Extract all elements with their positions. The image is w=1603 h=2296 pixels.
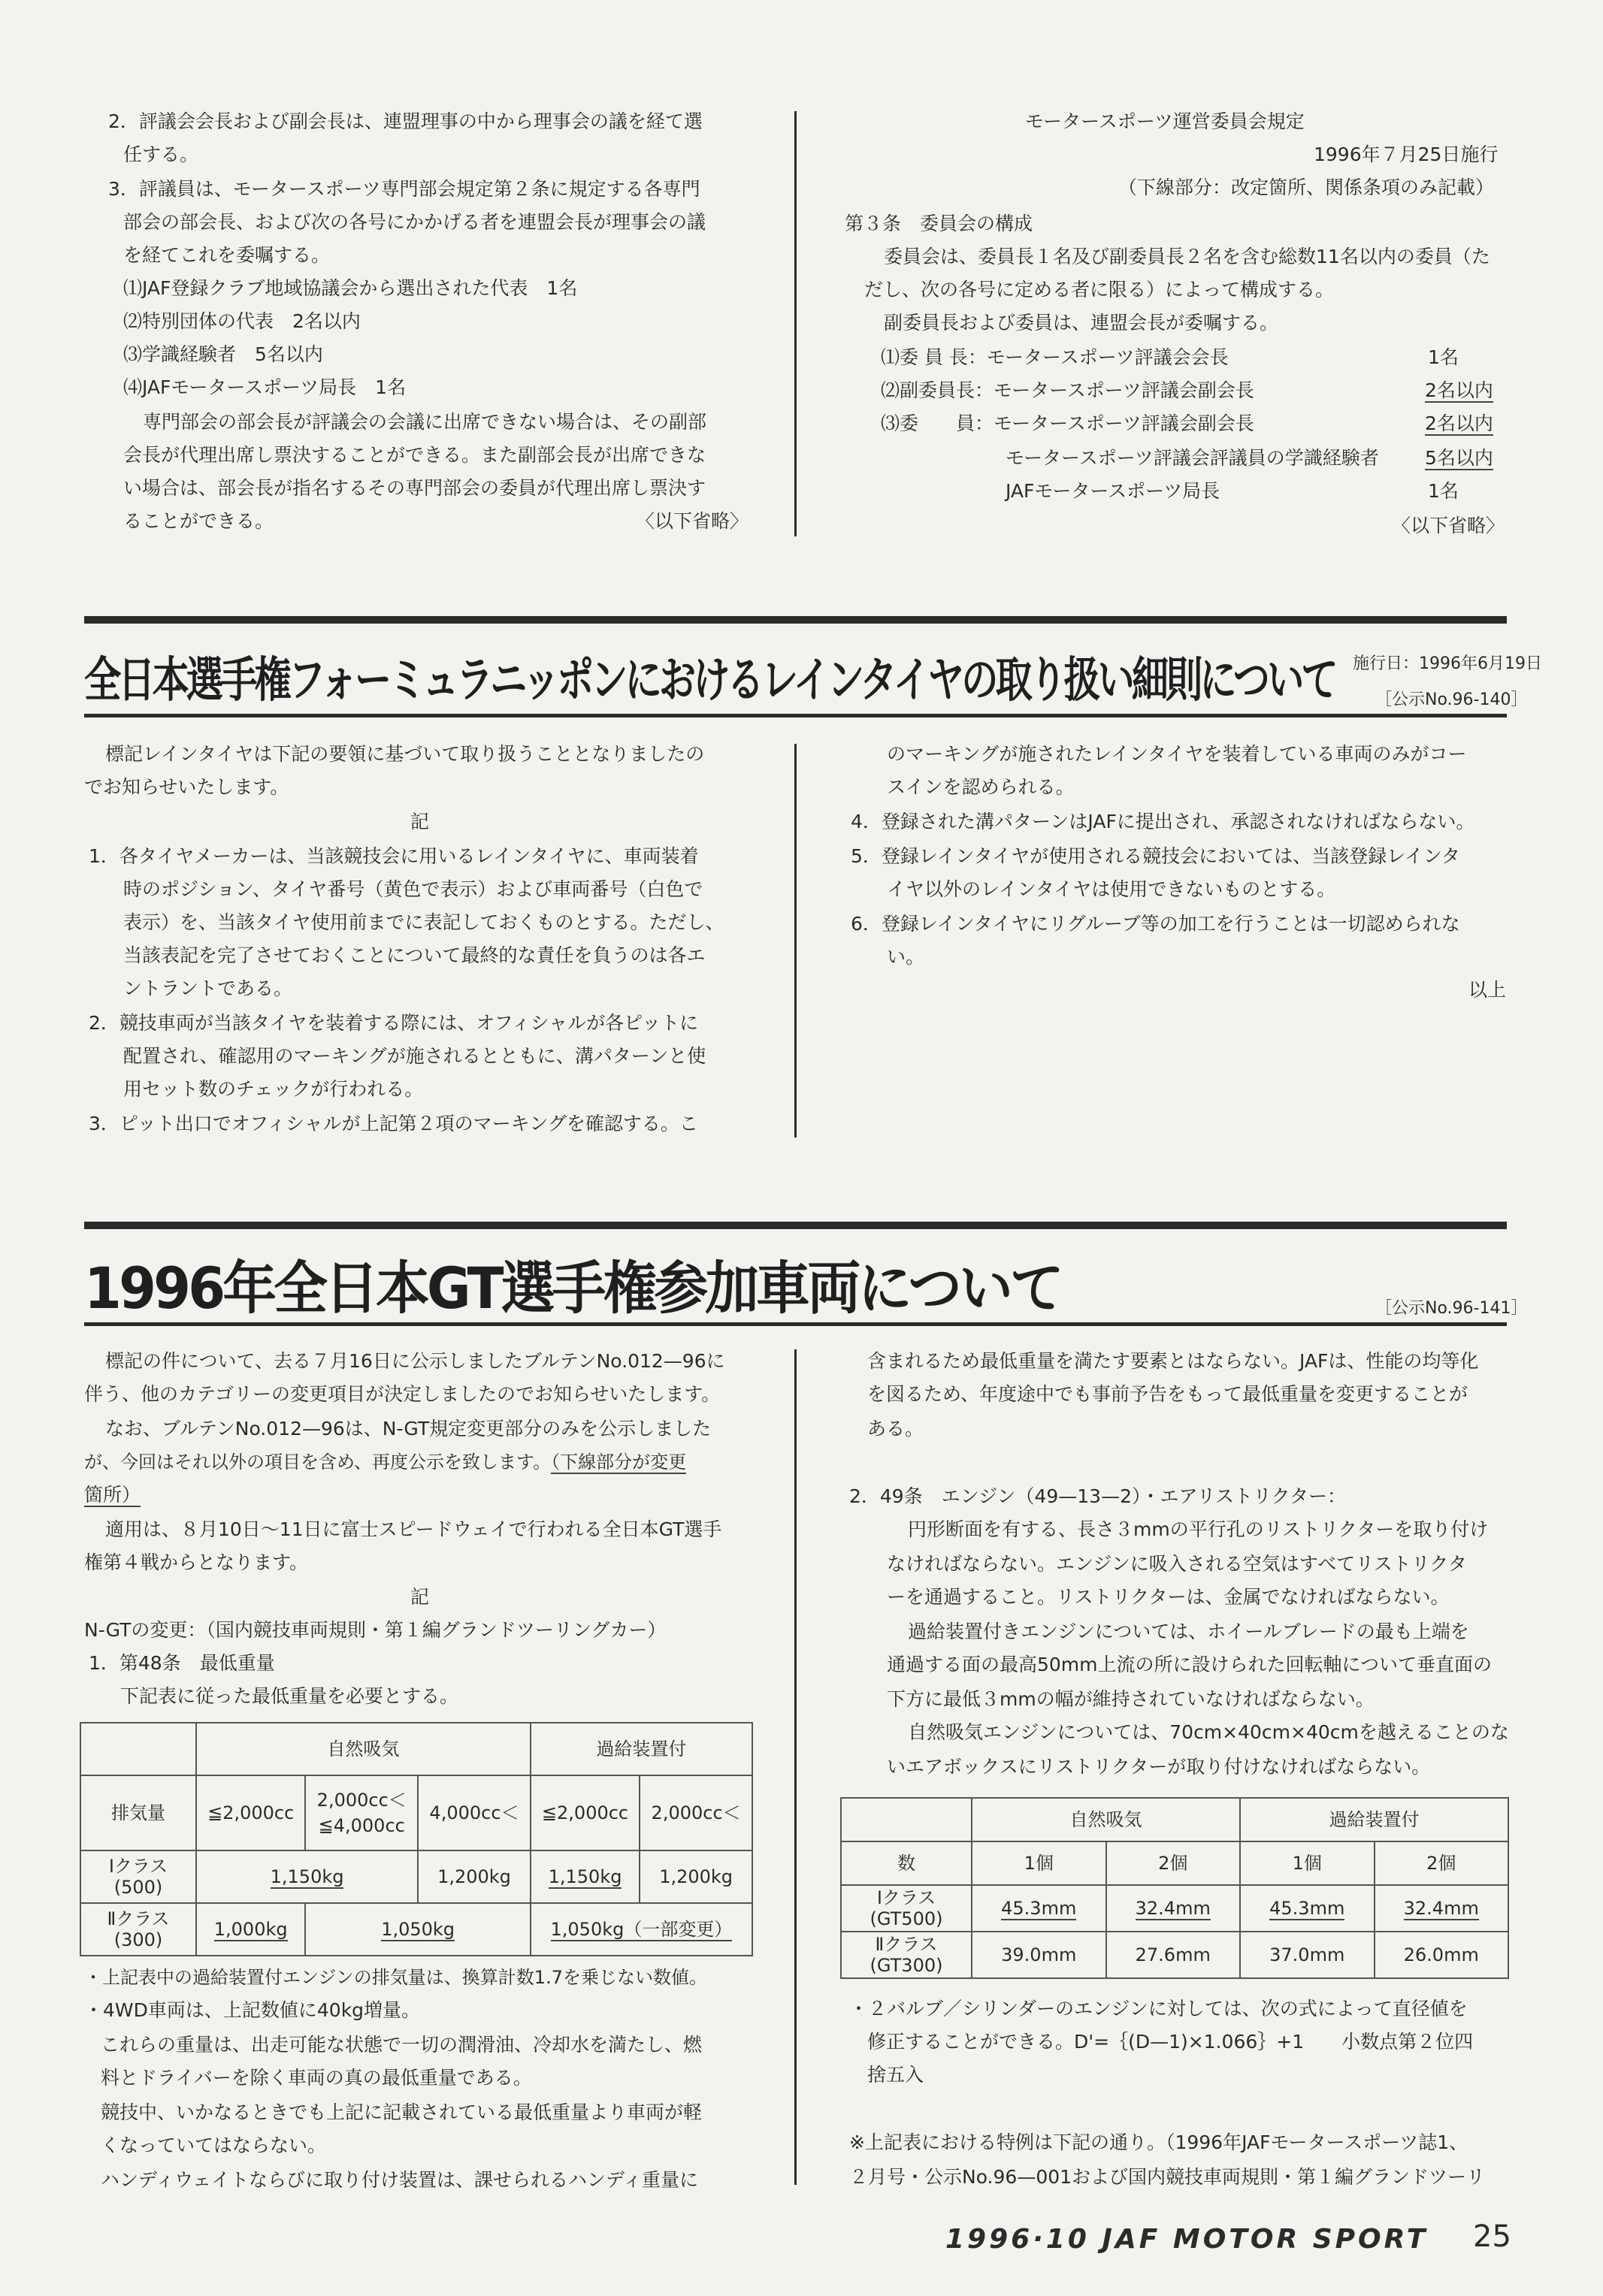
text-line: 下記表に従った最低重量を必要とする。 bbox=[120, 1685, 459, 1707]
text-line: ・上記表中の過給装置付エンジンの排気量は、換算計数1.7を乗じない数値。 bbox=[84, 1967, 707, 1988]
text-line: 自然吸気エンジンについては、70cm×40cm×40cmを越えることのな bbox=[908, 1721, 1509, 1743]
text-line: 任する。 bbox=[123, 144, 199, 165]
table-group-header: 自然吸気 bbox=[972, 1798, 1240, 1841]
text-line: 2．49条 エンジン（49—13—2）・エアリストリクター： bbox=[849, 1485, 1346, 1507]
table-header-cell: 2個 bbox=[1375, 1841, 1509, 1885]
text-line: 修正することができる。D'=｛(D—1)×1.066｝+1 小数点第２位四 bbox=[867, 2031, 1474, 2053]
text-line: いエアボックスにリストリクターが取り付けなければならない。 bbox=[887, 1756, 1431, 1778]
text-line: 4．登録された溝パターンはJAFに提出され、承認されなければならない。 bbox=[851, 811, 1475, 832]
text-line: 委員会は、委員長１名及び副委員長２名を含む総数11名以内の委員（た bbox=[884, 246, 1490, 267]
section-rule-bottom bbox=[84, 714, 1507, 718]
table-cell: 27.6mm bbox=[1106, 1932, 1241, 1978]
table-row-label: Ⅰクラス (500) bbox=[80, 1850, 196, 1903]
table-row-label: Ⅰクラス (GT500) bbox=[841, 1885, 972, 1932]
text-line: を図るため、年度途中でも事前予告をもって最低重量を変更することが bbox=[867, 1383, 1468, 1405]
section-rule-bottom bbox=[84, 1322, 1507, 1326]
enforcement-date: 施行日：1996年6月19日 bbox=[1353, 654, 1542, 673]
section-title: 1996年全日本GT選手権参加車両について bbox=[84, 1255, 1061, 1322]
column-divider bbox=[794, 111, 797, 536]
notice-number: ［公示No.96-140］ bbox=[1375, 690, 1528, 709]
text-line: イヤ以外のレインタイヤは使用できないものとする。 bbox=[887, 878, 1336, 900]
table-header-cell: 2,000cc＜ ≦4,000cc bbox=[305, 1775, 418, 1850]
table-cell: 45.3mm bbox=[972, 1885, 1106, 1932]
omitted-note: 〈以下省略〉 bbox=[1392, 515, 1505, 536]
text-line: い場合は、部会長が指名するその専門部会の委員が代理出席し票決す bbox=[123, 477, 706, 499]
omitted-note: 〈以下省略〉 bbox=[636, 510, 749, 532]
text-line: くなっていてはならない。 bbox=[101, 2134, 327, 2156]
text-line: ⑵特別団体の代表 2名以内 bbox=[123, 310, 361, 332]
page-number: 25 bbox=[1473, 2219, 1511, 2254]
member-count: 2名以内 bbox=[1425, 379, 1493, 401]
text-line: ⑷JAFモータースポーツ局長 1名 bbox=[123, 376, 407, 398]
text-line: 3．評議員は、モータースポーツ専門部会規定第２条に規定する各専門 bbox=[108, 178, 700, 200]
table-header-cell: 2,000cc＜ bbox=[640, 1775, 752, 1850]
text-line: ントラントである。 bbox=[123, 977, 293, 999]
text-line: 通過する面の最高50mm上流の所に設けられた回転軸について垂直面の bbox=[887, 1654, 1493, 1675]
column-divider bbox=[794, 744, 797, 1137]
text-line: 副委員長および委員は、連盟会長が委嘱する。 bbox=[884, 312, 1279, 334]
text-line: い。 bbox=[887, 946, 925, 968]
text-line: ハンディウェイトならびに取り付け装置は、課せられるハンディ重量に bbox=[101, 2169, 699, 2191]
text-line: スインを認められる。 bbox=[887, 776, 1075, 798]
text-line: 記 bbox=[410, 1586, 430, 1608]
text-line: 用セット数のチェックが行われる。 bbox=[123, 1078, 424, 1100]
text-line: なければならない。エンジンに吸入される空気はすべてリストリクタ bbox=[887, 1553, 1467, 1575]
member-count: 1名 bbox=[1428, 346, 1459, 368]
closing-mark: 以上 bbox=[1468, 979, 1507, 1001]
table-cell: 26.0mm bbox=[1375, 1932, 1509, 1978]
member-label: モータースポーツ評議会評議員の学識経験者 bbox=[1006, 447, 1379, 469]
text-line: 部会の部会長、および次の各号にかかげる者を連盟会長が理事会の議 bbox=[123, 211, 706, 233]
table-cell: 1,150kg bbox=[196, 1850, 418, 1903]
table-corner bbox=[80, 1723, 196, 1775]
text-line: 6．登録レインタイヤにリグルーブ等の加工を行うことは一切認められな bbox=[851, 913, 1460, 935]
text-line: 権第４戦からとなります。 bbox=[84, 1551, 309, 1573]
text-line: でお知らせいたします。 bbox=[84, 776, 289, 798]
text-line: ⑶学識経験者 5名以内 bbox=[123, 343, 323, 365]
text-line: 捨五入 bbox=[867, 2064, 924, 2086]
table-group-header: 過給装置付 bbox=[1240, 1798, 1508, 1841]
text-line: なお、ブルテンNo.012—96は、N-GT規定変更部分のみを公示しました bbox=[105, 1418, 712, 1440]
text-line: ーを通過すること。リストリクターは、金属でなければならない。 bbox=[887, 1586, 1450, 1608]
table-cell: 1,200kg bbox=[418, 1850, 531, 1903]
text-line: 円形断面を有する、長さ３mmの平行孔のリストリクターを取り付け bbox=[908, 1518, 1489, 1540]
text-line: ⑴JAF登録クラブ地域協議会から選出された代表 1名 bbox=[123, 277, 578, 299]
table-cell: 1,050kg bbox=[305, 1903, 531, 1956]
table-row-label: 排気量 bbox=[80, 1775, 196, 1850]
member-label: ⑵副委員長：モータースポーツ評議会副会長 bbox=[881, 379, 1254, 401]
regulation-date: 1996年７月25日施行 bbox=[1314, 144, 1499, 165]
table-cell: 1,200kg bbox=[640, 1850, 752, 1903]
table-header-cell: ≦2,000cc bbox=[196, 1775, 305, 1850]
text-line: 下方に最低３mmの幅が維持されていなければならない。 bbox=[887, 1688, 1375, 1710]
text-line: 過給装置付きエンジンについては、ホイールブレードの最も上端を bbox=[908, 1621, 1469, 1642]
table-cell: 32.4mm bbox=[1106, 1885, 1241, 1932]
text-line: 料とドライバーを除く車両の真の最低重量である。 bbox=[101, 2067, 532, 2089]
section-rule-top bbox=[84, 616, 1507, 624]
table-row-label: Ⅱクラス (300) bbox=[80, 1903, 196, 1956]
text-line: N-GTの変更：（国内競技車両規則・第１編グランドツーリングカー） bbox=[84, 1619, 667, 1641]
text-line: 1．第48条 最低重量 bbox=[89, 1652, 275, 1674]
member-count: 5名以内 bbox=[1425, 447, 1493, 469]
section-title: 全日本選手権フォーミュラニッポンにおけるレインタイヤの取り扱い細則について bbox=[84, 653, 1335, 708]
text-line: ることができる。 bbox=[123, 510, 274, 532]
text-line: 適用は、８月10日～11日に富士スピードウェイで行われる全日本GT選手 bbox=[105, 1518, 722, 1540]
table-cell: 1,150kg bbox=[531, 1850, 640, 1903]
table-header-cell: ≦2,000cc bbox=[531, 1775, 640, 1850]
member-label: ⑶委 員：モータースポーツ評議会副会長 bbox=[881, 412, 1254, 434]
member-count: 2名以内 bbox=[1425, 412, 1493, 434]
text-line: 2．競技車両が当該タイヤを装着する際には、オフィシャルが各ピットに bbox=[89, 1012, 699, 1034]
column-divider bbox=[794, 1349, 797, 2185]
text-line: 専門部会の部会長が評議会の会議に出席できない場合は、その副部 bbox=[143, 411, 707, 433]
text-line: 含まれるため最低重量を満たす要素とはならない。JAFは、性能の均等化 bbox=[867, 1350, 1479, 1372]
text-line: 伴う、他のカテゴリーの変更項目が決定しましたのでお知らせいたします。 bbox=[84, 1383, 721, 1405]
text-line: 競技中、いかなるときでも上記に記載されている最低重量より車両が軽 bbox=[101, 2101, 703, 2123]
text-line: 5．登録レインタイヤが使用される競技会においては、当該登録レインタ bbox=[851, 845, 1460, 867]
member-label: JAFモータースポーツ局長 bbox=[1006, 480, 1220, 502]
table-cell: 1,050kg（一部変更） bbox=[531, 1903, 752, 1956]
table-corner bbox=[841, 1798, 972, 1841]
text-line: ある。 bbox=[867, 1418, 924, 1440]
text-line: ・２バルブ／シリンダーのエンジンに対しては、次の式によって直径値を bbox=[849, 1998, 1468, 2020]
table-group-header: 過給装置付 bbox=[531, 1723, 752, 1775]
text-line: 当該表記を完了させておくことについて最終的な責任を負うのは各エ bbox=[123, 944, 706, 966]
text-line: これらの重量は、出走可能な状態で一切の潤滑油、冷却水を満たし、燃 bbox=[101, 2034, 703, 2056]
table-cell: 37.0mm bbox=[1240, 1932, 1375, 1978]
text-line: だし、次の各号に定める者に限る）によって構成する。 bbox=[864, 279, 1335, 301]
text-line: 会長が代理出席し票決することができる。また副部会長が出席できな bbox=[123, 444, 706, 466]
text-line: 標記の件について、去る７月16日に公示しましたブルテンNo.012—96に bbox=[105, 1350, 725, 1372]
article-heading: 第３条 委員会の構成 bbox=[845, 213, 1033, 234]
table-cell: 1,000kg bbox=[196, 1903, 305, 1956]
section-rule-top bbox=[84, 1222, 1507, 1229]
text-line: が、今回はそれ以外の項目を含め、再度公示を致します。（下線部分が変更 bbox=[84, 1452, 687, 1473]
table-cell: 39.0mm bbox=[972, 1932, 1106, 1978]
table-row-label: 数 bbox=[841, 1841, 972, 1885]
member-count: 1名 bbox=[1428, 480, 1459, 502]
restrictor-diameter-table bbox=[840, 1797, 1509, 1979]
table-row-label: Ⅱクラス (GT300) bbox=[841, 1932, 972, 1978]
member-label: ⑴委 員 長：モータースポーツ評議会会長 bbox=[881, 346, 1229, 368]
table-header-cell: 1個 bbox=[1240, 1841, 1375, 1885]
text-line: 表示）を、当該タイヤ使用前までに表記しておくものとする。ただし、 bbox=[123, 911, 724, 933]
text-line: ２月号・公示No.96—001および国内競技車両規則・第１編グランドツーリ bbox=[849, 2166, 1486, 2188]
table-header-cell: 1個 bbox=[972, 1841, 1106, 1885]
text-line: ・4WD車両は、上記数値に40kg増量。 bbox=[84, 1999, 421, 2021]
table-header-cell: 4,000cc＜ bbox=[418, 1775, 531, 1850]
notice-number: ［公示No.96-141］ bbox=[1375, 1299, 1528, 1318]
text-line: 記 bbox=[410, 811, 430, 832]
text-line: 標記レインタイヤは下記の要領に基づいて取り扱うこととなりましたの bbox=[105, 743, 705, 765]
minimum-weight-table bbox=[80, 1722, 753, 1956]
regulation-note: （下線部分：改定箇所、関係条項のみ記載） bbox=[1118, 177, 1495, 198]
text-line: 1．各タイヤメーカーは、当該競技会に用いるレインタイヤに、車両装着 bbox=[89, 845, 699, 867]
text-line: 時のポジション、タイヤ番号（黄色で表示）および車両番号（白色で bbox=[123, 878, 703, 900]
text-line: 箇所） bbox=[84, 1484, 141, 1506]
regulation-title: モータースポーツ運営委員会規定 bbox=[1025, 110, 1305, 132]
table-header-cell: 2個 bbox=[1106, 1841, 1241, 1885]
table-cell: 45.3mm bbox=[1240, 1885, 1375, 1932]
text-line: 3．ピット出口でオフィシャルが上記第２項のマーキングを確認する。こ bbox=[89, 1113, 698, 1134]
magazine-footer: 1996·10 JAF MOTOR SPORT bbox=[945, 2224, 1429, 2255]
table-cell: 32.4mm bbox=[1375, 1885, 1509, 1932]
text-line: 配置され、確認用のマーキングが施されるとともに、溝パターンと使 bbox=[123, 1045, 706, 1067]
text-line: ※上記表における特例は下記の通り。（1996年JAFモータースポーツ誌1、 bbox=[849, 2131, 1468, 2153]
text-line: のマーキングが施されたレインタイヤを装着している車両のみがコー bbox=[887, 743, 1467, 765]
text-line: を経てこれを委嘱する。 bbox=[123, 244, 331, 266]
text-line: 2．評議会会長および副会長は、連盟理事の中から理事会の議を経て選 bbox=[108, 110, 703, 132]
table-group-header: 自然吸気 bbox=[196, 1723, 531, 1775]
